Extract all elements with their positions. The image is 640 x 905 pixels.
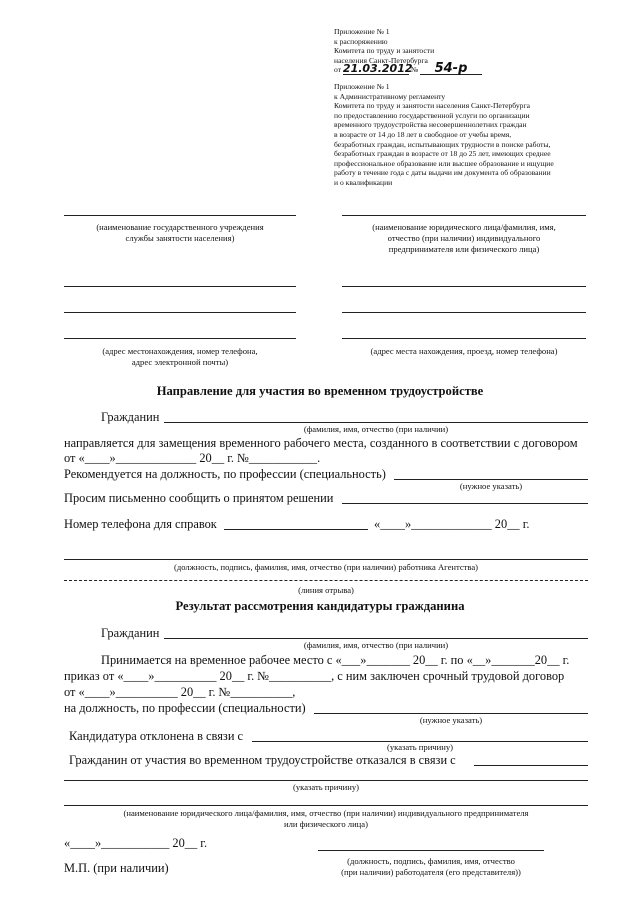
employer-name-caption-bottom: (наименование юридического лица/фамилия, имя, отчество (при наличии) индивидуального предпринимателя или физического лица) — [123, 808, 529, 829]
employer-address-caption: (адрес места нахождения, проезд, номер телефона) — [370, 346, 558, 356]
result-citizen-caption: (фамилия, имя, отчество (при наличии) — [303, 640, 449, 650]
direction-citizen-caption: (фамилия, имя, отчество (при наличии) — [303, 424, 449, 434]
employer-address-line-3[interactable] — [342, 338, 586, 339]
result-date[interactable]: «____»___________ 20__ г. — [64, 836, 208, 850]
direction-position-caption: (нужное указать) — [459, 481, 523, 491]
appendix-line: Комитета по труду и занятости населения Санкт-Петербурга — [334, 101, 530, 111]
result-rejected-caption: (указать причину) — [386, 742, 453, 752]
result-position-caption: (нужное указать) — [419, 715, 483, 725]
employer-name-caption: (наименование юридического лица/фамилия, имя, отчество (при наличии) индивидуального предпринимателя или физического лица) — [372, 222, 556, 254]
header-line: Приложение № 1 — [334, 27, 390, 36]
agency-name-line[interactable] — [64, 215, 296, 216]
direction-sent-text: направляется для замещения временного рабочего места, созданного в соответствии с договором — [64, 436, 578, 450]
direction-phone-label: Номер телефона для справок — [64, 517, 217, 531]
employer-name-line[interactable] — [342, 215, 586, 216]
direction-title: Направление для участия во временном трудоустройстве — [156, 384, 484, 398]
appendix-line: работу в течение года с даты выдачи им документа об образовании — [334, 168, 551, 178]
direction-position-field[interactable] — [394, 479, 588, 480]
cut-line — [64, 580, 588, 581]
agency-address-line-3[interactable] — [64, 338, 296, 339]
result-accepted-line[interactable]: Принимается на временное рабочее место с «___»_______ 20__ г. по «__»_______20__ г. — [101, 653, 570, 667]
appendix-line: профессиональное образование или высшее образование и ищущие — [334, 158, 554, 168]
employer-signature-caption: (должность, подпись, фамилия, имя, отчество (при наличии) работодателя (его представителя)) — [341, 856, 521, 877]
agency-address-caption: (адрес местонахождения, номер телефона, адрес электронной почты) — [102, 346, 258, 367]
result-refused-field[interactable] — [474, 765, 588, 766]
appendix-line: в возрасте от 14 до 18 лет в свободное от учебы время, — [334, 129, 512, 139]
result-refused-label: Гражданин от участия во временном трудоустройстве отказался в связи с — [69, 753, 456, 767]
result-citizen-field[interactable] — [164, 638, 588, 639]
result-citizen-label: Гражданин — [101, 626, 160, 640]
cut-line-caption: (линия отрыва) — [298, 585, 354, 595]
employer-address-line-1[interactable] — [342, 286, 586, 287]
order-date-row — [334, 61, 482, 76]
result-title: Результат рассмотрения кандидатуры гражданина — [175, 599, 465, 613]
employer-signature-name-field[interactable] — [64, 805, 588, 806]
stamp-label: М.П. (при наличии) — [64, 861, 169, 875]
header-line: к распоряжению — [334, 36, 388, 46]
employer-address-line-2[interactable] — [342, 312, 586, 313]
agency-address-line-1[interactable] — [64, 286, 296, 287]
result-contract-date[interactable]: от «____»__________ 20__ г. №__________, — [64, 685, 296, 699]
appendix-line: к Административному регламенту — [334, 91, 446, 101]
appendix-line: безработных граждан в возрасте от 18 до 25 лет, имеющих среднее — [334, 149, 551, 159]
result-order-line[interactable]: приказ от «____»__________ 20__ г. №__________, с ним заключен срочный трудовой договор — [64, 669, 565, 683]
direction-citizen-field[interactable] — [164, 422, 588, 423]
agency-name-caption: (наименование государственного учреждения службы занятости населения) — [96, 222, 264, 243]
direction-inform-field[interactable] — [342, 503, 588, 504]
appendix-line: временного трудоустройства несовершеннолетних граждан — [334, 120, 527, 130]
date-prefix: от — [334, 65, 342, 74]
direction-phone-field[interactable] — [224, 529, 368, 530]
direction-recommended-label: Рекомендуется на должность, по профессии (специальность) — [64, 467, 386, 481]
result-position-field[interactable] — [314, 713, 588, 714]
result-rejected-label: Кандидатура отклонена в связи с — [69, 729, 244, 743]
agency-signature-caption: (должность, подпись, фамилия, имя, отчество (при наличии) работника Агентства) — [173, 562, 479, 572]
order-date: 21.03.2012 — [342, 62, 413, 75]
appendix-line: по предоставлению государственной услуги по организации — [334, 110, 530, 120]
number-prefix: № — [410, 65, 419, 74]
employer-signature-field[interactable] — [318, 850, 544, 851]
direction-citizen-label: Гражданин — [101, 410, 160, 424]
direction-contract-date[interactable]: от «____»_____________ 20__ г. №___________. — [64, 451, 321, 465]
agency-signature-field[interactable] — [64, 559, 588, 560]
direction-phone-date[interactable]: «____»_____________ 20__ г. — [374, 517, 530, 531]
direction-inform-label: Просим письменно сообщить о принятом решении — [64, 491, 334, 505]
appendix-line: и о квалификации — [334, 177, 393, 187]
order-header — [334, 27, 434, 65]
header-line: населения Санкт-Петербурга — [334, 55, 428, 65]
appendix-header — [334, 82, 554, 188]
appendix-line: безработных граждан, испытывающих трудности в поиске работы, — [334, 139, 551, 149]
header-line: Комитета по труду и занятости — [334, 46, 435, 56]
order-number: 54-р — [420, 64, 482, 75]
agency-address-line-2[interactable] — [64, 312, 296, 313]
appendix-line: Приложение № 1 — [334, 82, 390, 91]
result-refused-field-2[interactable] — [64, 780, 588, 781]
result-refused-caption: (указать причину) — [292, 782, 359, 792]
result-position-label: на должность, по профессии (специальности) — [64, 701, 306, 715]
